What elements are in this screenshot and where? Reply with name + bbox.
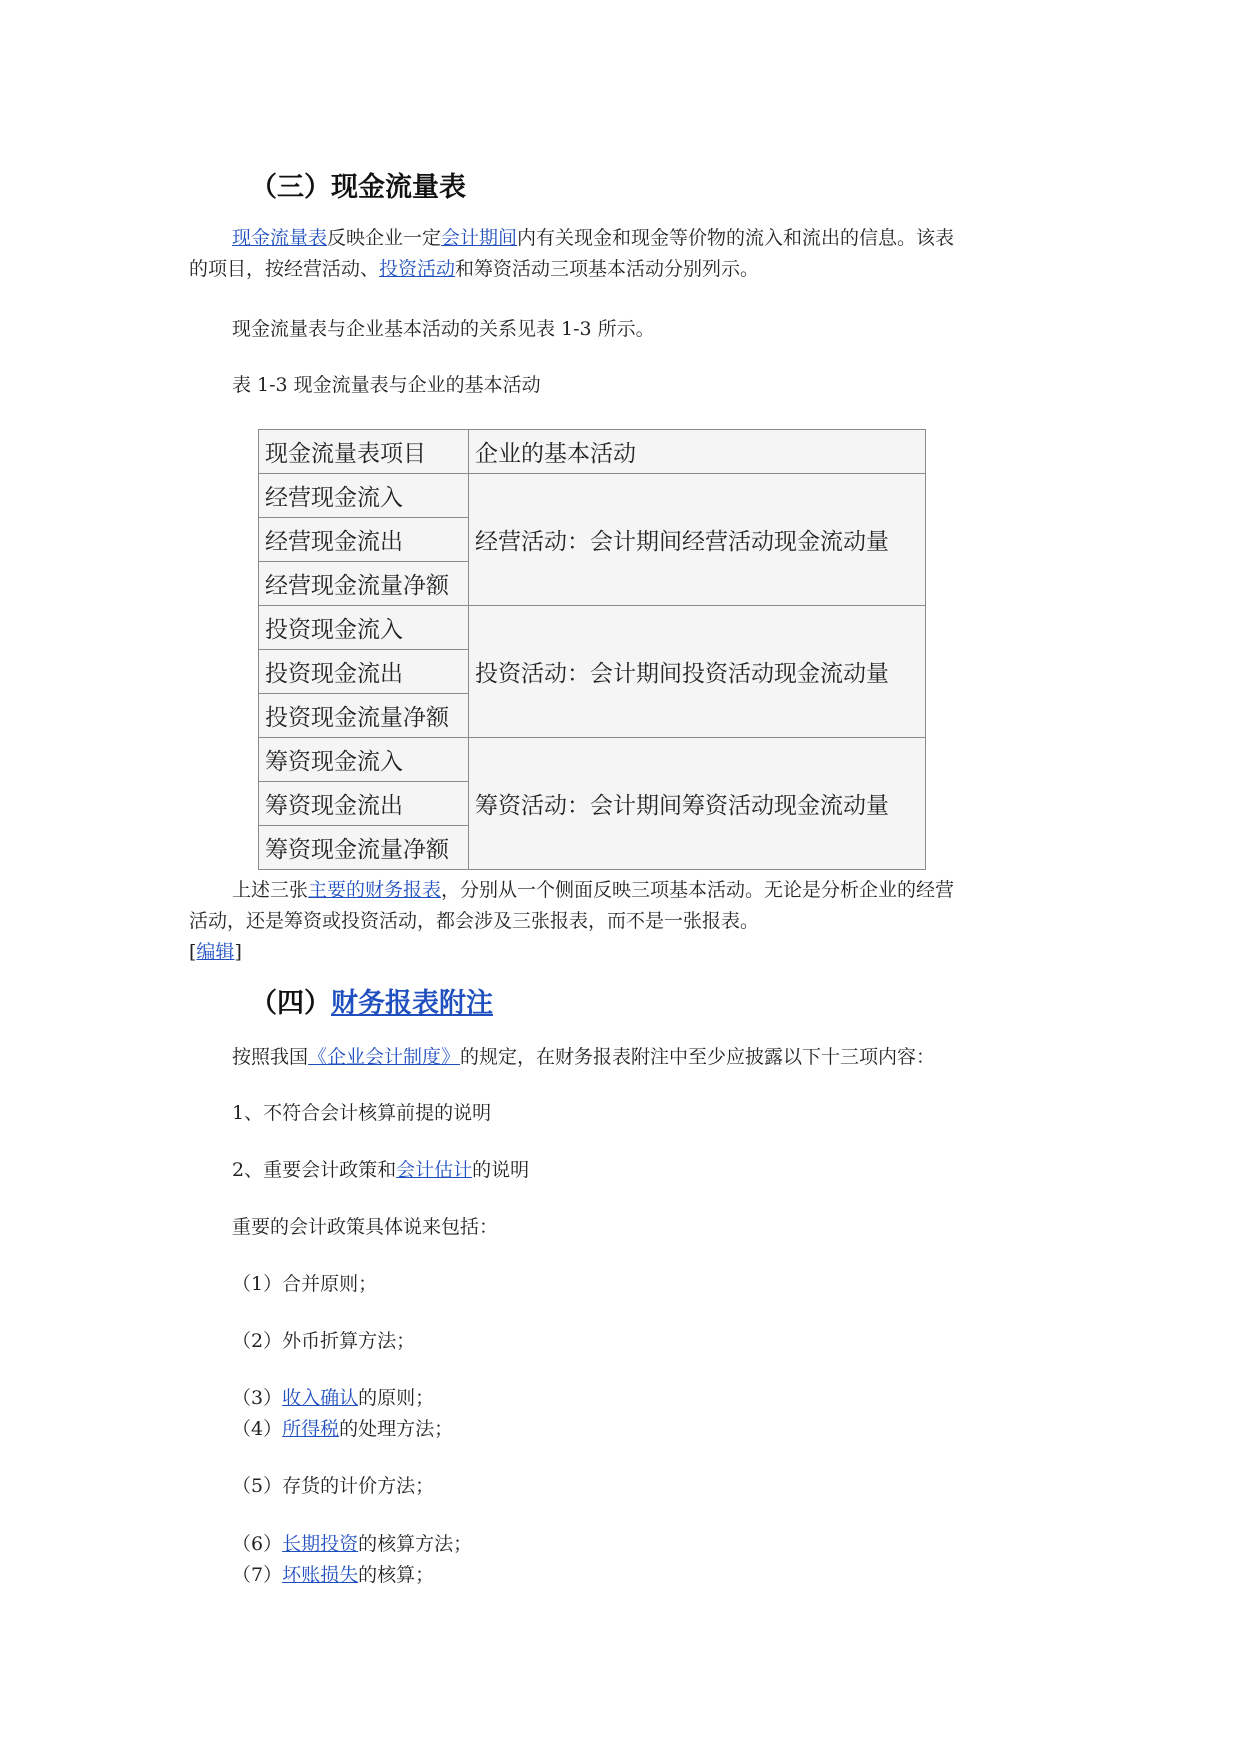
edit-link[interactable]: 编辑: [196, 941, 235, 963]
list-item: （5）存货的计价方法；: [232, 1475, 435, 1497]
text: 反映企业一定: [327, 227, 442, 249]
bracket: [: [189, 941, 197, 963]
text: 的项目，按经营活动、: [189, 258, 380, 280]
paragraph-statements-summary: [232, 875, 954, 906]
item-cell: 投资现金流入: [259, 606, 469, 650]
list-item: （2）外币折算方法；: [232, 1330, 416, 1352]
text: （6）: [232, 1533, 283, 1555]
item-cell: 筹资现金流出: [259, 782, 469, 826]
item-cell: 经营现金流入: [259, 474, 469, 518]
link-accounting-estimates[interactable]: 会计估计: [396, 1159, 473, 1181]
list-item: [232, 1383, 434, 1414]
activity-cell: 经营活动：会计期间经营活动现金流动量: [469, 474, 926, 606]
text: 的原则；: [358, 1387, 435, 1409]
link-accounting-period[interactable]: 会计期间: [441, 227, 518, 249]
paragraph-statements-summary-line2: 活动，还是筹资或投资活动，都会涉及三张报表，而不是一张报表。: [189, 910, 760, 932]
text: 2、重要会计政策和: [232, 1159, 397, 1181]
section-heading-cash-flow: （三）现金流量表: [250, 172, 466, 203]
policy-intro: 重要的会计政策具体说来包括：: [232, 1216, 499, 1238]
text: 内有关现金和现金等价物的流入和流出的信息。该表: [517, 227, 955, 249]
link-revenue-recognition[interactable]: 收入确认: [282, 1387, 359, 1409]
table-caption: 表 1-3 现金流量表与企业的基本活动: [232, 374, 541, 396]
list-item: 1、不符合会计核算前提的说明: [232, 1102, 492, 1124]
bracket: ]: [234, 941, 242, 963]
text: 的核算方法；: [358, 1533, 473, 1555]
list-item: [232, 1414, 453, 1445]
text: 和筹资活动三项基本活动分别列示。: [455, 258, 760, 280]
link-long-term-investment[interactable]: 长期投资: [282, 1533, 359, 1555]
activity-cell: 筹资活动：会计期间筹资活动现金流动量: [469, 738, 926, 870]
link-bad-debt-loss[interactable]: 坏账损失: [282, 1564, 359, 1586]
table-row: [259, 738, 926, 782]
paragraph-cash-flow-intro: [232, 223, 954, 254]
link-enterprise-accounting-system[interactable]: 《企业会计制度》: [308, 1046, 461, 1068]
list-item: [232, 1529, 472, 1560]
text: ，分别从一个侧面反映三项基本活动。无论是分析企业的经营: [441, 879, 955, 901]
text: （7）: [232, 1564, 283, 1586]
link-financial-statement-notes[interactable]: 财务报表附注: [331, 988, 493, 1019]
list-item: [232, 1560, 434, 1591]
text: 的处理方法；: [339, 1418, 454, 1440]
header-cell: 现金流量表项目: [259, 430, 469, 474]
table-row: [259, 606, 926, 650]
text: 的规定，在财务报表附注中至少应披露以下十三项内容：: [460, 1046, 936, 1068]
table-row: [259, 474, 926, 518]
item-cell: 投资现金流量净额: [259, 694, 469, 738]
edit-section: [189, 937, 242, 968]
paragraph-table-reference: 现金流量表与企业基本活动的关系见表 1-3 所示。: [232, 318, 655, 340]
text: 的核算；: [358, 1564, 435, 1586]
item-cell: 经营现金流出: [259, 518, 469, 562]
link-main-financial-statements[interactable]: 主要的财务报表: [308, 879, 442, 901]
activity-cell: 投资活动：会计期间投资活动现金流动量: [469, 606, 926, 738]
item-cell: 筹资现金流量净额: [259, 826, 469, 870]
text: 上述三张: [232, 879, 309, 901]
paragraph-disclosure-intro: [232, 1042, 935, 1073]
header-cell: 企业的基本活动: [469, 430, 926, 474]
paragraph-cash-flow-intro-line2: [189, 254, 759, 285]
text: 的说明: [472, 1159, 530, 1181]
link-income-tax[interactable]: 所得税: [282, 1418, 340, 1440]
list-item: [232, 1155, 529, 1186]
link-cash-flow-statement[interactable]: 现金流量表: [232, 227, 328, 249]
item-cell: 投资现金流出: [259, 650, 469, 694]
text: （3）: [232, 1387, 283, 1409]
item-cell: 筹资现金流入: [259, 738, 469, 782]
link-investing-activities[interactable]: 投资活动: [379, 258, 456, 280]
section-heading-notes: [250, 981, 493, 1020]
heading-prefix: （四）: [250, 988, 331, 1019]
list-item: （1）合并原则；: [232, 1273, 378, 1295]
cash-flow-activities-table: [258, 429, 926, 870]
item-cell: 经营现金流量净额: [259, 562, 469, 606]
table-header-row: [259, 430, 926, 474]
text: 按照我国: [232, 1046, 309, 1068]
text: （4）: [232, 1418, 283, 1440]
